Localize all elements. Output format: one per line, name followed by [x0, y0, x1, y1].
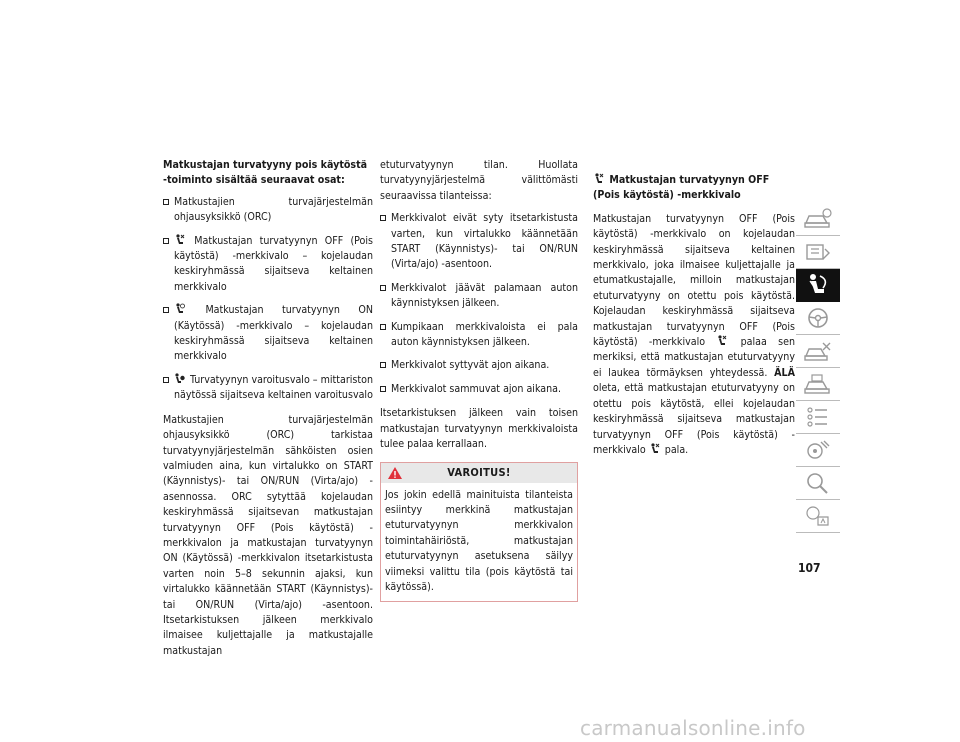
warning-lights-icon — [803, 239, 833, 265]
section-heading: Matkustajan turvatyyny pois käytöstä -toiminto sisältää seuraavat osat: — [163, 159, 368, 187]
list-item: Matkustajan turvatyynyn ON (Käytössä) -merkkivalo – kojelaudan keskiryhmässä sijaitseva keltainen merkkivalo — [163, 303, 373, 365]
column-right — [593, 158, 795, 467]
airbag-safety-icon — [803, 272, 833, 298]
list-item: Matkustajan turvatyynyn OFF (Pois käytöstä) -merkkivalo – kojelaudan keskiryhmässä sijaitseva keltainen merkkivalo — [163, 234, 373, 296]
page-number: 107 — [798, 561, 821, 575]
airbag-off-icon — [174, 234, 185, 246]
paragraph: etuturvatyynyn tilan. Huollata turvatyynyjärjestelmä välittömästi seuraavissa tilanteissa: — [380, 159, 578, 202]
warning-triangle-icon — [387, 466, 403, 480]
service-conditions-list — [380, 211, 578, 397]
paragraph: Itsetarkistuksen jälkeen vain toisen matkustajan turvatyynyn merkkivaloista tulee palaa kerrallaan. — [380, 407, 578, 451]
list-item: Merkkivalot sammuvat ajon aikana. — [380, 382, 578, 397]
multimedia-icon — [803, 437, 833, 463]
tab-specifications[interactable] — [796, 401, 840, 434]
bullet-square-icon — [380, 386, 386, 392]
list-specs-icon — [803, 404, 833, 430]
list-item: Merkkivalot jäävät palamaan auton käynnistyksen jälkeen. — [380, 281, 578, 312]
car-info-icon — [803, 206, 833, 232]
steering-wheel-icon — [803, 305, 833, 331]
airbag-off-icon — [716, 335, 727, 347]
list-item: Turvatyynyn varoitusvalo – mittariston näytössä sijaitseva keltainen varoitusvalo — [163, 373, 373, 404]
tab-airbag-safety[interactable] — [796, 269, 840, 302]
chapter-tabs — [796, 203, 840, 533]
tab-car-info[interactable] — [796, 203, 840, 236]
airbag-off-icon — [649, 443, 660, 455]
airbag-off-icon — [593, 173, 604, 185]
tab-warning-lights[interactable] — [796, 236, 840, 269]
tab-car-service[interactable] — [796, 368, 840, 401]
tab-language[interactable] — [796, 500, 840, 533]
car-service-icon — [803, 371, 833, 397]
list-item: Kumpikaan merkkivaloista ei pala auton käynnistyksen jälkeen. — [380, 320, 578, 351]
warning-text: Jos jokin edellä mainituista tilanteista esiintyy merkkinä matkustajan etuturvatyynyn merkkivalon toimintahäiriöstä, matkustajan etuturvatyynyn asetuksena säilyy viimeksi valittu tila (pois käytöstä tai käytössä). — [385, 488, 573, 593]
warning-header — [381, 463, 577, 483]
paragraph: Matkustajien turvajärjestelmän ohjausyksikkö (ORC) tarkistaa turvatyynyjärjestelmän sähköisten osien valmiuden aina, kun virtalukko on START (Käynnistys)- tai ON/RUN (Virta/ajo) -asennossa. ORC sytyttää kojelaudan keskiryhmässä sijaitsevan matkustajan turvatyynyn OFF (Pois käytöstä) -merkkivalon ja matkustajan turvatyynyn ON (Käytössä) -merkkivalon itsetarkistusta varten noin 5–8 sekunnin ajaksi, kun virtalukko käännetään START (Käynnistys)- tai ON/RUN (Virta/ajo) -asentoon. Itsetarkistuksen jälkeen merkkivalo ilmaisee kuljettajalle ja matkustajalle matkustajan — [163, 413, 373, 657]
bullet-square-icon — [163, 377, 169, 383]
section-heading: Matkustajan turvatyynyn OFF (Pois käytöstä) -merkkivalo — [593, 174, 770, 202]
bullet-square-icon — [380, 362, 386, 368]
language-icon — [803, 503, 833, 529]
car-emergency-icon — [803, 338, 833, 364]
bullet-square-icon — [380, 285, 386, 291]
tab-multimedia[interactable] — [796, 434, 840, 467]
list-item: Merkkivalot syttyvät ajon aikana. — [380, 358, 578, 373]
tab-search-index[interactable] — [796, 467, 840, 500]
search-index-icon — [803, 470, 833, 496]
tab-car-emergency[interactable] — [796, 335, 840, 368]
footer-watermark: carmanualsonline.info — [580, 716, 806, 740]
paragraph: Matkustajan turvatyynyn OFF (Pois käytöstä) -merkkivalo on kojelaudan keskiryhmässä sijaitseva keltainen merkkivalo, joka ilmaisee kuljettajalle ja etumatkustajalle, milloin matkustajan etuturvatyyny on otettu pois käytöstä. Kojelaudan keskiryhmässä sijaitseva matkustajan turvatyynyn OFF (Pois käytöstä) -merkkivalo palaa sen merkiksi, että matkustajan etuturvatyyny ei laukea törmäyksen yhteydessä. ÄLÄ oleta, että matkustajan etuturvatyyny on otettu pois käytöstä, ellei kojelaudan keskiryhmässä sijaitseva matkustajan turvatyynyn OFF (Pois käytöstä) -merkkivalo pala. — [593, 212, 795, 456]
airbag-warning-icon — [174, 373, 185, 385]
column-middle — [380, 158, 578, 602]
column-left — [163, 158, 373, 668]
list-item: Matkustajien turvajärjestelmän ohjausyksikkö (ORC) — [163, 195, 373, 226]
bullet-square-icon — [163, 199, 169, 205]
bullet-square-icon — [380, 324, 386, 330]
component-list — [163, 195, 373, 404]
warning-title: VAROITUS! — [447, 465, 511, 479]
list-item: Merkkivalot eivät syty itsetarkistusta varten, kun virtalukko käännetään START (Käynnistys)- tai ON/RUN (Virta/ajo) -asentoon. — [380, 211, 578, 273]
tab-steering-wheel[interactable] — [796, 302, 840, 335]
bullet-square-icon — [380, 215, 386, 221]
bullet-square-icon — [163, 307, 169, 313]
warning-box — [380, 462, 578, 603]
airbag-on-icon — [174, 303, 185, 315]
bullet-square-icon — [163, 238, 169, 244]
